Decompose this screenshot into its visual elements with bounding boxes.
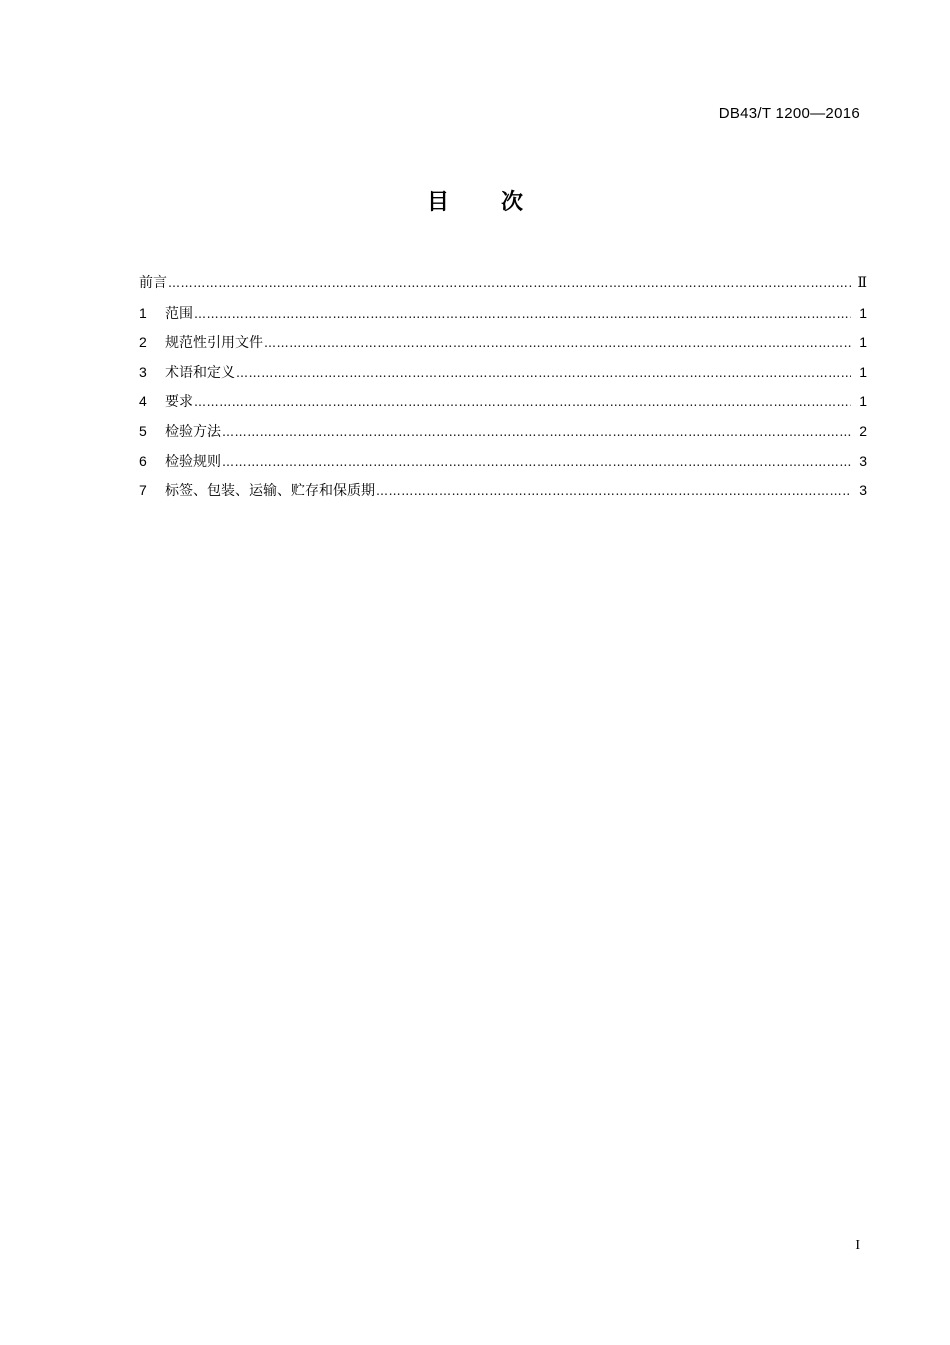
title-char-1: 目 (426, 190, 449, 215)
toc-entry-requirements[interactable] (139, 389, 867, 419)
toc-dot-leader (194, 390, 851, 414)
toc-entry-foreword[interactable] (139, 271, 867, 301)
toc-entry-page: 3 (859, 452, 867, 469)
toc-entry-label: 前言 (139, 275, 167, 291)
toc-entry-scope[interactable] (139, 301, 867, 331)
toc-entry-page: 1 (859, 304, 867, 321)
toc-entry-page: 1 (859, 334, 867, 351)
toc-entry-normative-references[interactable] (139, 330, 867, 360)
toc-entry-page: 2 (859, 422, 867, 439)
toc-dot-leader (222, 420, 851, 444)
toc-entry-terms-definitions[interactable] (139, 360, 867, 390)
toc-entry-label: 范围 (165, 305, 193, 322)
toc-entry-number: 3 (139, 363, 147, 380)
toc-entry-page: 3 (859, 482, 867, 499)
page-number: I (855, 1238, 860, 1253)
title-char-2: 次 (501, 190, 524, 215)
toc-entry-page: 1 (859, 363, 867, 380)
toc-entry-label: 检验方法 (165, 423, 221, 440)
toc-entry-label: 要求 (165, 394, 193, 411)
toc-entry-test-methods[interactable] (139, 419, 867, 449)
toc-entry-number: 1 (139, 304, 147, 321)
toc-entry-number: 7 (139, 482, 147, 499)
toc-entry-number: 6 (139, 452, 147, 469)
toc-entry-label: 规范性引用文件 (165, 335, 263, 352)
table-of-contents (139, 271, 867, 508)
toc-entry-page: Ⅱ (857, 276, 867, 291)
toc-entry-label: 检验规则 (165, 453, 221, 470)
toc-entry-label: 术语和定义 (165, 364, 235, 381)
toc-entry-page: 1 (859, 393, 867, 410)
toc-entry-label: 标签、包装、运输、贮存和保质期 (165, 483, 375, 500)
toc-entry-number: 5 (139, 422, 147, 439)
toc-entry-inspection-rules[interactable] (139, 449, 867, 479)
toc-entry-labeling-packaging[interactable] (139, 478, 867, 508)
toc-dot-leader (264, 331, 851, 355)
toc-entry-number: 2 (139, 334, 147, 351)
page-title (0, 188, 950, 218)
toc-dot-leader (236, 361, 851, 385)
toc-dot-leader (376, 479, 851, 503)
toc-dot-leader (194, 302, 851, 326)
document-code: DB43/T 1200—2016 (718, 105, 860, 122)
toc-dot-leader (222, 450, 851, 474)
toc-entry-number: 4 (139, 393, 147, 410)
toc-dot-leader (168, 271, 851, 295)
